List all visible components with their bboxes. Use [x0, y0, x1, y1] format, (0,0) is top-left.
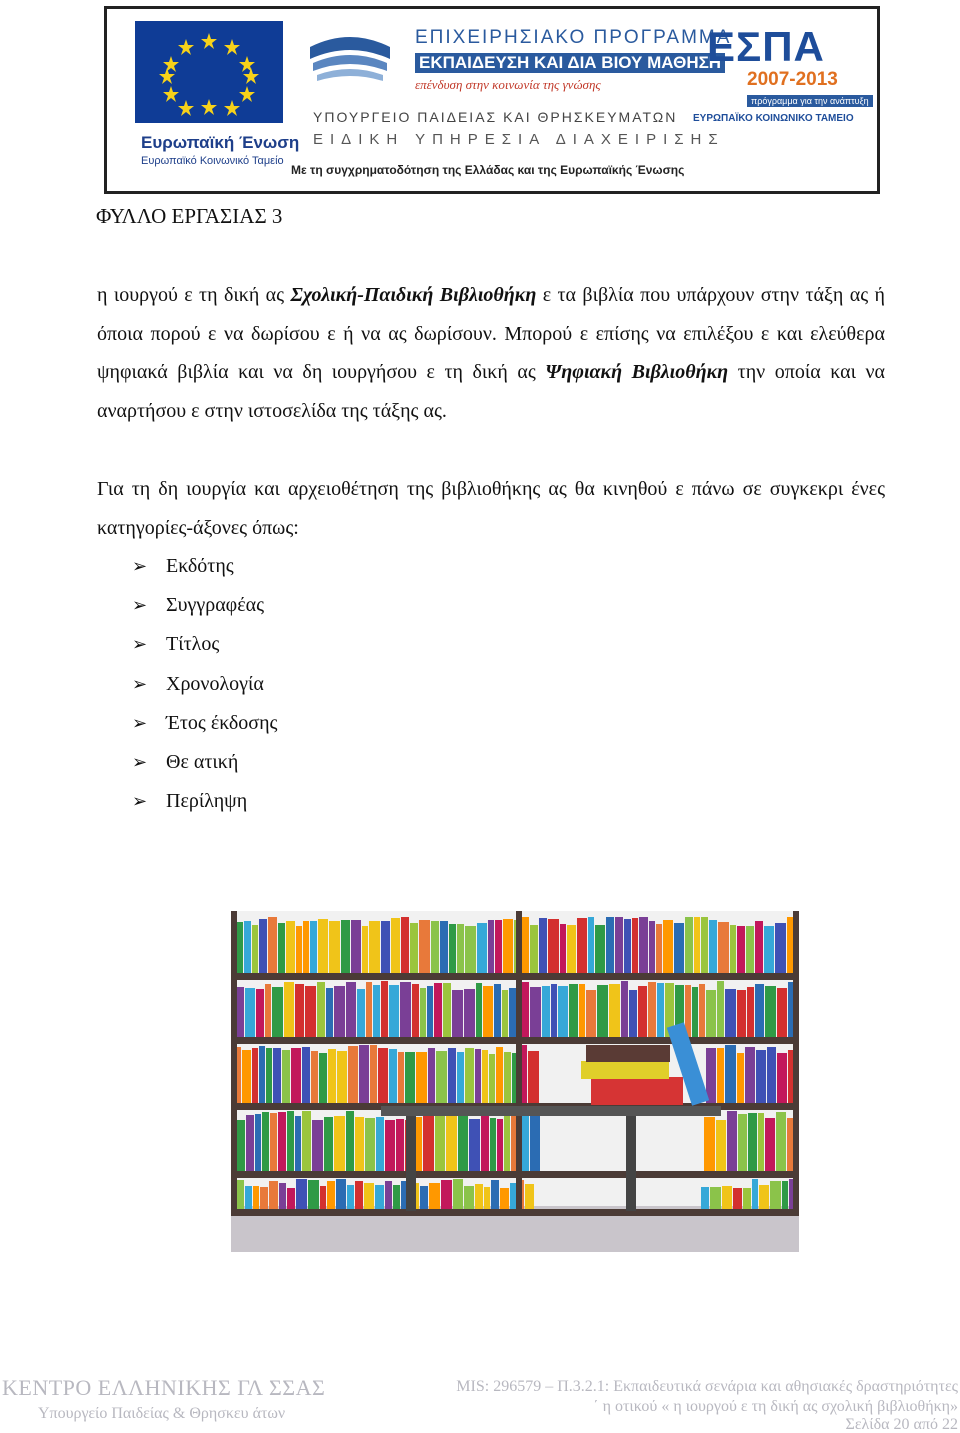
- book-spine: [558, 986, 568, 1037]
- table-top: [381, 1106, 721, 1116]
- book-spine: [638, 986, 647, 1037]
- book-spine: [577, 918, 587, 973]
- book-spine: [725, 989, 736, 1037]
- book-spine: [597, 985, 608, 1037]
- book-spine: [253, 1186, 259, 1209]
- book-spine: [579, 984, 585, 1037]
- book-spine: [303, 921, 309, 973]
- book-spine: [759, 1185, 769, 1209]
- intro-paragraph: [97, 276, 885, 430]
- book-spine: [465, 926, 476, 973]
- book-spine: [389, 985, 399, 1037]
- book-spine: [279, 1183, 286, 1209]
- book-spine: [375, 1185, 384, 1209]
- categories-paragraph: Για τη δη ιουργία και αρχειοθέτηση της βιβλιοθήκης ας θα κινηθού ε πάνω σε συγκεκρι ένες κατηγορίες-άξονες όπως:: [97, 478, 885, 539]
- book-spine: [270, 1113, 277, 1171]
- intro-emphasis-1: Σχολική-Παιδική Βιβλιοθήκη: [290, 284, 537, 306]
- espa-subtitle: πρόγραμμα για την ανάπτυξη: [747, 95, 873, 107]
- book-spine: [453, 1179, 463, 1209]
- book-spine: [440, 921, 448, 973]
- book-spine: [765, 986, 776, 1037]
- book-spine: [615, 917, 623, 973]
- ministry-name: ΥΠΟΥΡΓΕΙΟ ΠΑΙΔΕΙΑΣ ΚΑΙ ΘΡΗΣΚΕΥΜΑΤΩΝ: [313, 109, 678, 125]
- table-leg: [406, 1116, 416, 1211]
- book-spine: [341, 920, 350, 973]
- book-spine: [302, 1047, 310, 1103]
- espa-logo-text: ΕΣΠΑ: [707, 23, 825, 70]
- book-spine: [317, 982, 325, 1037]
- book-spine: [491, 1180, 499, 1209]
- categories-list: [132, 547, 277, 821]
- list-item: [132, 625, 277, 664]
- shelf-board: [231, 1209, 799, 1216]
- footer-scenario: ΄ η οτικού « η ιουργού ε τη δική ας σχολική βιβλιοθήκη»: [593, 1398, 958, 1415]
- book-spine: [727, 1111, 737, 1171]
- book-spine: [416, 1052, 427, 1103]
- book-spine: [710, 1187, 721, 1209]
- book-spine: [324, 1117, 333, 1171]
- book-spine: [777, 988, 787, 1037]
- header-banner: [104, 6, 880, 194]
- book-spine: [639, 917, 648, 973]
- book-spine: [334, 1116, 345, 1171]
- book-spine: [278, 923, 285, 973]
- intro-text-1: η ιουργού ε τη δική ας: [97, 284, 291, 306]
- book-spine: [477, 923, 487, 973]
- arrowhead-bullet-icon: ➢: [132, 595, 148, 616]
- book-spine: [706, 990, 716, 1037]
- book-spine: [482, 1050, 488, 1103]
- book-spine: [657, 983, 664, 1037]
- book-spine: [436, 1051, 447, 1103]
- book-spine: [400, 982, 411, 1037]
- book-spine: [704, 1117, 715, 1171]
- book-spine: [767, 1047, 776, 1103]
- book-spine: [484, 1187, 490, 1209]
- book-spine: [245, 1186, 252, 1209]
- book-spine: [525, 1184, 534, 1209]
- book-spine: [694, 917, 700, 973]
- page-number: Σελίδα 20 από 22: [845, 1416, 958, 1433]
- book-spine: [632, 918, 638, 973]
- book-spine: [775, 923, 786, 973]
- book-spine: [464, 1186, 474, 1209]
- book-spine: [510, 1183, 516, 1209]
- book-spine: [609, 984, 620, 1037]
- book-spine: [310, 921, 317, 973]
- book-spine: [748, 1113, 757, 1171]
- stacked-book: [586, 1045, 670, 1062]
- book-spine: [743, 1188, 751, 1209]
- open-book-logo: [305, 27, 395, 93]
- book-spine: [756, 1050, 766, 1103]
- book-spine: [364, 1183, 374, 1209]
- book-spine: [328, 1049, 336, 1103]
- book-spine: [355, 1117, 364, 1171]
- book-spine: [706, 1048, 716, 1103]
- book-spine: [320, 1186, 326, 1209]
- book-spine: [475, 1049, 481, 1103]
- book-spine: [429, 1183, 440, 1209]
- book-spine: [287, 1188, 295, 1209]
- book-spine: [348, 1046, 358, 1103]
- program-slogan: επένδυση στην κοινωνία της γνώσης: [415, 77, 601, 92]
- book-spine: [755, 921, 763, 973]
- book-spine: [357, 989, 365, 1037]
- book-spine: [401, 917, 409, 973]
- book-spine: [419, 920, 430, 973]
- book-spine: [469, 1119, 480, 1171]
- book-spine: [488, 920, 494, 973]
- book-spine: [259, 1046, 265, 1103]
- book-spine: [782, 1181, 788, 1209]
- book-spine: [420, 988, 426, 1037]
- list-item-label: Έτος έκδοσης: [166, 711, 278, 734]
- book-spine: [296, 1179, 307, 1209]
- stacked-book: [591, 1077, 683, 1105]
- book-spine: [262, 1112, 269, 1171]
- book-spine: [269, 1181, 278, 1209]
- book-spine: [629, 990, 637, 1037]
- book-spine: [621, 981, 628, 1037]
- book-spine: [391, 918, 400, 973]
- book-spine: [255, 1114, 261, 1171]
- book-spine: [494, 984, 501, 1037]
- list-item-label: Περίληψη: [166, 790, 248, 813]
- arrowhead-bullet-icon: ➢: [132, 556, 148, 576]
- book-spine: [699, 984, 705, 1037]
- book-spine: [376, 1117, 384, 1171]
- book-spine: [396, 1119, 404, 1171]
- book-spine: [746, 926, 754, 973]
- book-spine: [530, 925, 538, 973]
- book-spine: [351, 920, 361, 973]
- book-spine: [359, 1045, 369, 1103]
- book-spine: [334, 986, 345, 1037]
- eu-flag-logo: [135, 21, 283, 123]
- book-spine: [692, 987, 698, 1037]
- book-spine: [398, 1052, 404, 1103]
- book-spine: [295, 984, 304, 1037]
- list-item-label: Θε ατική: [166, 750, 239, 773]
- list-item: [132, 547, 277, 586]
- book-spine: [528, 1051, 539, 1103]
- book-spine: [329, 921, 340, 973]
- book-spine: [347, 1185, 354, 1209]
- shelf-divider: [793, 911, 799, 1211]
- book-spine: [373, 985, 380, 1037]
- book-spine: [362, 926, 368, 973]
- book-spine: [716, 1120, 726, 1171]
- book-spine: [405, 1052, 415, 1103]
- book-spine: [416, 1117, 422, 1171]
- book-spine: [327, 1181, 335, 1209]
- book-spine: [586, 990, 596, 1037]
- book-spine: [777, 1053, 787, 1103]
- list-item-label: Τίτλος: [166, 633, 220, 656]
- library-illustration: [231, 911, 799, 1252]
- book-spine: [268, 917, 277, 973]
- list-item-label: Χρονολογία: [166, 672, 264, 695]
- book-spine: [548, 919, 559, 973]
- book-spine: [427, 986, 433, 1037]
- book-spine: [286, 921, 295, 973]
- book-spine: [457, 1052, 464, 1103]
- book-spine: [302, 1111, 311, 1171]
- intro-text-2: ε τα βιβλία που υπάρχουν στην τάξη ας ή όποια πορού ε να δωρίσου ε ή να ας δωρίσουν. Μπορού ε επίσης να επιλέξου ε και ελεύθερα ψηφιακά βιβλία και να δη ιουργήσου ε τη δική ας: [97, 284, 885, 383]
- book-spine: [709, 920, 717, 973]
- list-item-label: Εκδότης: [166, 555, 234, 577]
- shelf-board: [231, 973, 799, 980]
- shelf-board: [231, 1037, 799, 1044]
- book-spine: [381, 981, 388, 1037]
- book-spine: [500, 1188, 509, 1209]
- book-spine: [560, 924, 566, 973]
- book-spine: [497, 1119, 503, 1171]
- book-spine: [366, 982, 372, 1037]
- eu-fund-name: Ευρωπαϊκό Κοινωνικό Ταμείο: [141, 155, 284, 167]
- book-spine: [725, 1045, 736, 1103]
- book-spine: [296, 926, 302, 973]
- book-spine: [311, 1051, 318, 1103]
- book-spine: [308, 1180, 319, 1209]
- book-spine: [446, 1111, 457, 1171]
- intro-emphasis-2: Ψηφιακή Βιβλιοθήκη: [545, 361, 729, 383]
- footer-mis: MIS: 296579 – Π.3.2.1: Εκπαιδευτικά σενάρια και αθησιακές δραστηριότητες: [456, 1378, 958, 1395]
- book-spine: [266, 1048, 272, 1103]
- book-spine: [717, 981, 724, 1037]
- book-spine: [730, 925, 736, 973]
- stacked-book: [581, 1061, 669, 1079]
- book-spine: [370, 1045, 377, 1103]
- book-spine: [733, 1188, 742, 1209]
- eu-name: Ευρωπαϊκή Ένωση: [141, 133, 300, 152]
- book-spine: [745, 1047, 755, 1103]
- book-spine: [259, 919, 267, 973]
- arrowhead-bullet-icon: ➢: [132, 751, 148, 772]
- book-spine: [476, 983, 482, 1037]
- book-spine: [346, 982, 356, 1037]
- book-spine: [291, 1048, 301, 1103]
- book-spine: [265, 984, 271, 1037]
- book-spine: [674, 923, 684, 973]
- book-spine: [496, 1047, 503, 1103]
- arrowhead-bullet-icon: ➢: [132, 673, 148, 694]
- book-spine: [448, 1048, 456, 1103]
- arrowhead-bullet-icon: ➢: [132, 712, 148, 733]
- arrowhead-bullet-icon: ➢: [132, 634, 148, 655]
- book-spine: [393, 1185, 400, 1209]
- book-spine: [355, 1181, 363, 1209]
- book-spine: [452, 990, 463, 1037]
- book-spine: [551, 984, 557, 1037]
- program-title: ΕΠΙΧΕΙΡΗΣΙΑΚΟ ΠΡΟΓΡΑΜΜΑ: [415, 27, 732, 48]
- book-spine: [458, 1112, 468, 1171]
- table-leg: [626, 1116, 636, 1211]
- book-spine: [443, 983, 451, 1037]
- book-spine: [287, 1111, 294, 1171]
- list-item: [132, 743, 277, 782]
- cofinancing-note: Με τη συγχρηματοδότηση της Ελλάδας και της Ευρωπαϊκής Ένωσης: [291, 163, 685, 177]
- arrowhead-bullet-icon: ➢: [132, 791, 148, 812]
- book-spine: [776, 1112, 786, 1171]
- book-spine: [649, 921, 655, 973]
- book-spine: [701, 1187, 709, 1209]
- book-spine: [567, 925, 576, 973]
- book-spine: [256, 989, 264, 1037]
- book-spine: [319, 1053, 327, 1103]
- book-spine: [381, 921, 390, 973]
- book-spine: [318, 919, 328, 973]
- book-spine: [428, 1048, 435, 1103]
- book-spine: [410, 923, 418, 973]
- book-spine: [245, 988, 255, 1037]
- book-spine: [530, 1114, 540, 1171]
- book-spine: [420, 1186, 428, 1209]
- program-name: ΕΚΠΑΙΔΕΥΣΗ ΚΑΙ ΔΙΑ ΒΙΟΥ ΜΑΘΗΣΗ: [415, 53, 725, 73]
- book-spine: [412, 984, 419, 1037]
- book-spine: [569, 984, 578, 1037]
- book-spine: [365, 1118, 375, 1171]
- book-spine: [737, 1053, 744, 1103]
- book-spine: [717, 1048, 724, 1103]
- book-spine: [542, 986, 550, 1037]
- list-item-label: Συγγραφέας: [166, 594, 265, 617]
- book-spine: [738, 1114, 747, 1171]
- book-spine: [272, 987, 283, 1037]
- book-spine: [489, 1054, 495, 1103]
- book-spine: [475, 1184, 483, 1209]
- book-spine: [663, 920, 673, 973]
- list-item: [132, 586, 277, 625]
- list-item: [132, 704, 277, 743]
- book-spine: [252, 1048, 258, 1103]
- book-spine: [282, 1050, 290, 1103]
- book-spine: [464, 989, 475, 1037]
- book-spine: [656, 924, 662, 973]
- book-spine: [539, 918, 547, 973]
- book-spine: [457, 924, 464, 973]
- footer-organization: ΚΕΝΤΡΟ ΕΛΛΗΝΙΚΗΣ ΓΛ ΣΣΑΣ: [2, 1375, 326, 1400]
- book-spine: [483, 986, 493, 1037]
- special-service-name: ΕΙΔΙΚΗ ΥΠΗΡΕΣΙΑ ΔΙΑΧΕΙΡΙΣΗΣ: [313, 131, 725, 148]
- book-spine: [490, 1118, 496, 1171]
- book-spine: [701, 917, 708, 973]
- book-spine: [595, 925, 605, 973]
- book-spine: [369, 921, 380, 973]
- book-spine: [755, 984, 764, 1037]
- book-spine: [770, 1181, 781, 1209]
- book-spine: [481, 1116, 489, 1171]
- list-item: [132, 782, 277, 821]
- intro-text-3: την οποία και να αναρτήσου ε στην ιστοσελίδα της τάξης ας.: [97, 361, 885, 422]
- book-spine: [434, 983, 442, 1037]
- shelf-divider: [516, 911, 522, 1211]
- book-spine: [305, 986, 316, 1037]
- book-spine: [336, 1179, 346, 1209]
- book-spine: [242, 1050, 251, 1103]
- book-spine: [246, 1115, 254, 1171]
- book-spine: [346, 1111, 354, 1171]
- list-item: [132, 665, 277, 704]
- book-spine: [737, 990, 746, 1037]
- book-spine: [423, 1113, 434, 1171]
- book-spine: [504, 1052, 511, 1103]
- espa-years: 2007-2013: [747, 69, 838, 90]
- book-spine: [765, 1118, 775, 1171]
- book-spine: [503, 919, 513, 973]
- book-spine: [465, 1048, 474, 1103]
- footer-ministry: Υπουργείο Παιδείας & Θρησκευ άτων: [38, 1405, 286, 1422]
- book-spine: [747, 987, 754, 1037]
- book-spine: [284, 982, 294, 1037]
- book-spine: [752, 1179, 758, 1209]
- book-spine: [495, 920, 502, 973]
- book-spine: [530, 987, 541, 1037]
- book-spine: [606, 917, 614, 973]
- book-spine: [624, 919, 631, 973]
- book-spine: [260, 1187, 268, 1209]
- book-spine: [435, 1113, 445, 1171]
- book-spine: [449, 924, 456, 973]
- book-spine: [295, 1116, 301, 1171]
- book-spine: [312, 1120, 323, 1171]
- book-spine: [378, 1048, 388, 1103]
- page-title: ΦΥΛΛΟ ΕΡΓΑΣΙΑΣ 3: [96, 204, 283, 228]
- book-spine: [758, 1113, 764, 1171]
- book-spine: [588, 917, 594, 973]
- book-spine: [521, 917, 529, 973]
- book-spine: [431, 921, 439, 973]
- book-spine: [337, 1051, 347, 1103]
- book-spine: [389, 1049, 397, 1103]
- book-spine: [648, 982, 656, 1037]
- shelf-divider: [231, 911, 237, 1211]
- book-spine: [326, 988, 333, 1037]
- book-spine: [764, 926, 774, 973]
- book-spine: [278, 1112, 286, 1171]
- book-spine: [385, 1181, 392, 1209]
- espa-fund-name: ΕΥΡΩΠΑΪΚΟ ΚΟΙΝΩΝΙΚΟ ΤΑΜΕΙΟ: [693, 113, 854, 124]
- book-spine: [737, 926, 745, 973]
- book-spine: [722, 1186, 732, 1209]
- book-spine: [502, 990, 508, 1037]
- book-spine: [385, 1120, 395, 1171]
- book-spine: [441, 1180, 452, 1209]
- book-spine: [504, 1113, 510, 1171]
- book-spine: [685, 917, 693, 973]
- book-spine: [718, 922, 729, 973]
- book-spine: [252, 925, 258, 973]
- shelf-board: [231, 1171, 799, 1178]
- book-spine: [244, 921, 251, 973]
- book-spine: [273, 1048, 281, 1103]
